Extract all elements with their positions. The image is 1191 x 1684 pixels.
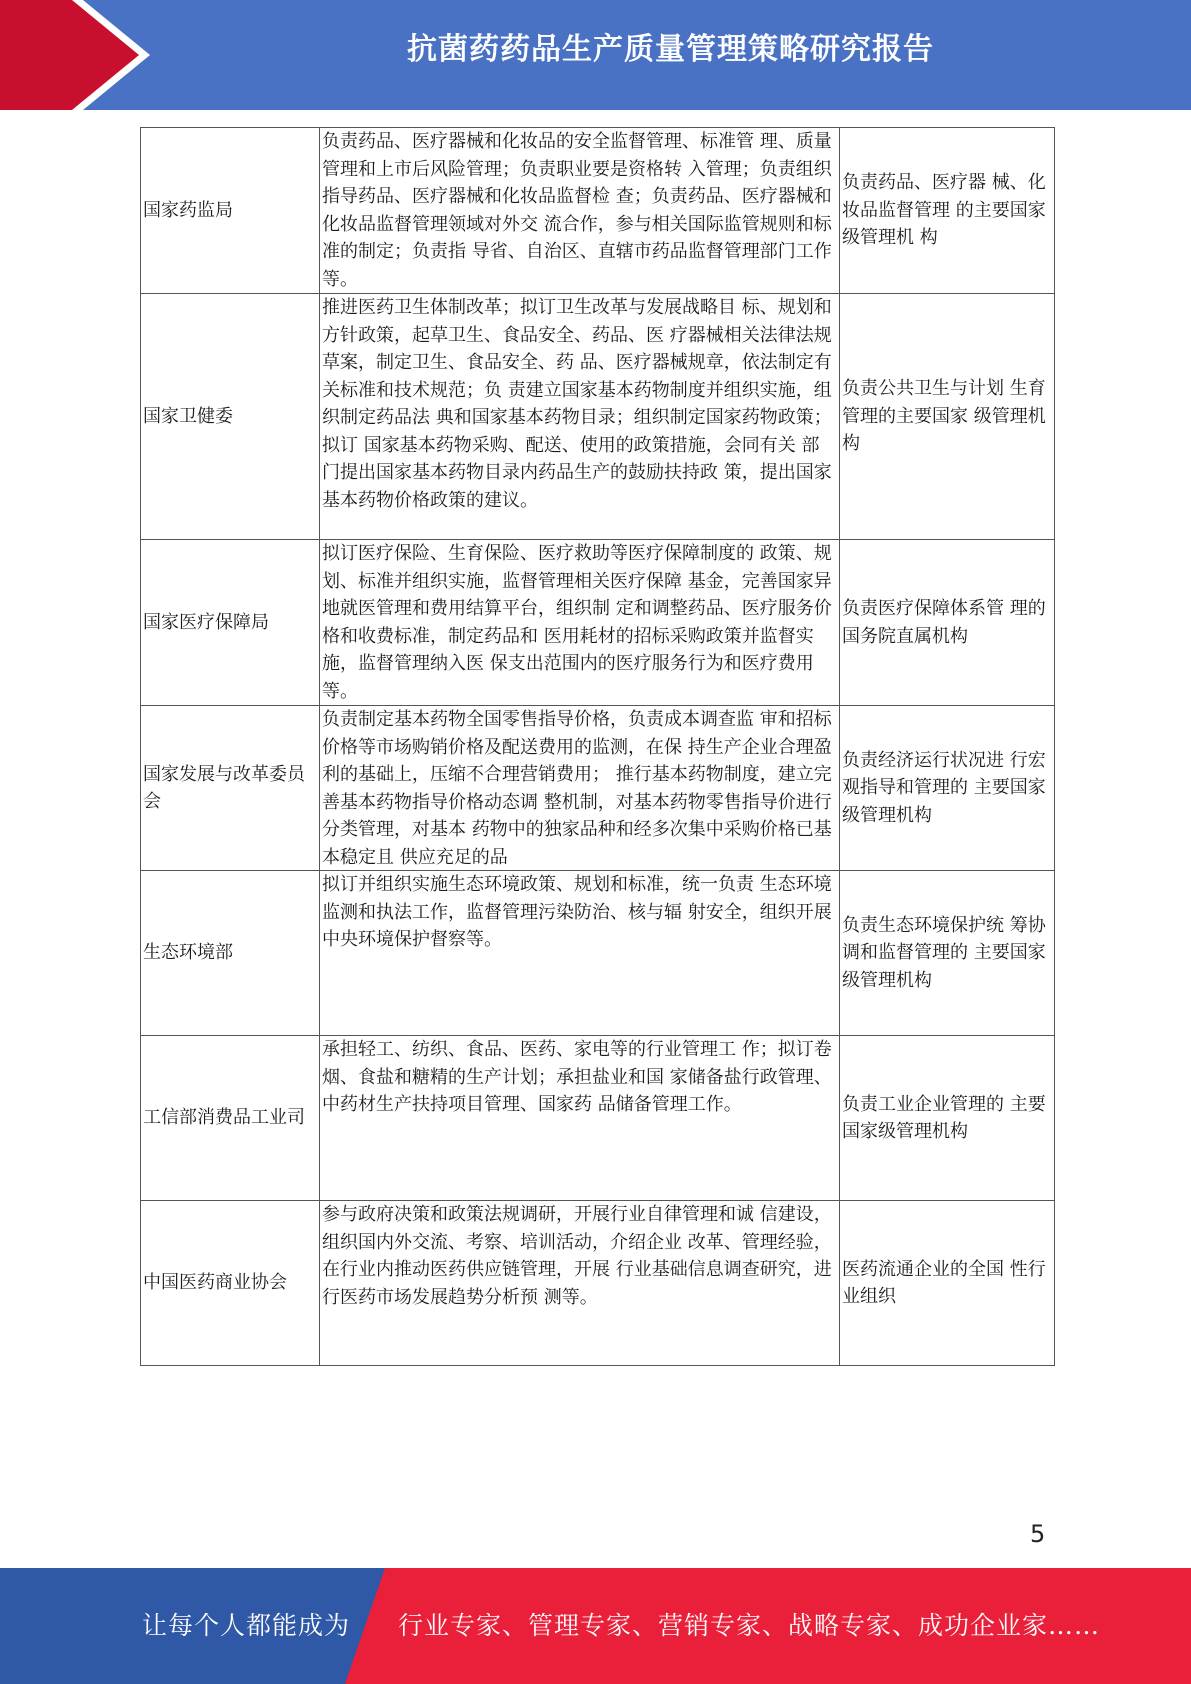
agency-name-cell: 生态环境部 — [141, 871, 320, 1036]
footer-slogan-left: 让每个人都能成为 — [142, 1611, 351, 1640]
table-row — [141, 540, 1055, 706]
duties-text: 负责制定基本药物全国零售指导价格，负责成本调查监 审和招标价格等市场购销价格及配送费用的监测，在保 持生产企业合理盈利的基础上，压缩不合理营销费用； 推行基本药物制度，建立完善基本药物指导价格动态调 整机制，对基本药物零售指导价进行分类管理，对基本 药物中的独家品种和经多次集中采购价格已基本稳定且 供应充足的品 — [322, 709, 832, 868]
duties-text: 拟订医疗保险、生育保险、医疗救助等医疗保障制度的 政策、规划、标准并组织实施，监督管理相关医疗保障 基金，完善国家异地就医管理和费用结算平台，组织制 定和调整药品、医疗服务价格和收费标准，制定药品和 医用耗材的招标采购政策并监督实施，监督管理纳入医 保支出范围内的医疗服务行为和医疗费用等。 — [322, 543, 832, 702]
duties-cell — [320, 1201, 840, 1366]
header-banner — [0, 0, 1191, 110]
role-cell: 负责工业企业管理的 主要国家级管理机构 — [840, 1036, 1055, 1201]
agency-name-cell: 国家卫健委 — [141, 294, 320, 540]
table-row — [141, 1036, 1055, 1201]
role-cell: 负责生态环境保护统 筹协调和监督管理的 主要国家级管理机构 — [840, 871, 1055, 1036]
agency-name-cell: 国家药监局 — [141, 128, 320, 294]
agency-table — [140, 127, 1055, 1366]
role-cell: 医药流通企业的全国 性行业组织 — [840, 1201, 1055, 1366]
agency-name-cell: 工信部消费品工业司 — [141, 1036, 320, 1201]
table-row — [141, 128, 1055, 294]
report-title: 抗菌药药品生产质量管理策略研究报告 — [407, 32, 934, 67]
duties-text: 参与政府决策和政策法规调研，开展行业自律管理和诚 信建设，组织国内外交流、考察、培训活动，介绍企业 改革、管理经验，在行业内推动医药供应链管理，开展 行业基础信息调查研究，进行医药市场发展趋势分析预 测等。 — [322, 1204, 832, 1308]
table-row — [141, 871, 1055, 1036]
role-cell: 负责药品、医疗器 械、化妆品监督管理 的主要国家级管理机 构 — [840, 128, 1055, 294]
footer-slogan-right: 行业专家、管理专家、营销专家、战略专家、成功企业家…… — [398, 1611, 1101, 1640]
role-cell: 负责经济运行状况进 行宏观指导和管理的 主要国家级管理机构 — [840, 706, 1055, 871]
agency-name-cell: 国家发展与改革委员会 — [141, 706, 320, 871]
table-row — [141, 1201, 1055, 1366]
duties-cell — [320, 294, 840, 540]
duties-cell — [320, 128, 840, 294]
duties-text: 承担轻工、纺织、食品、医药、家电等的行业管理工 作；拟订卷烟、食盐和糖精的生产计划；承担盐业和国 家储备盐行政管理、中药材生产扶持项目管理、国家药 品储备管理工作。 — [322, 1039, 832, 1115]
chevron-arrow-icon — [0, 0, 139, 110]
role-cell: 负责医疗保障体系管 理的国务院直属机构 — [840, 540, 1055, 706]
footer-banner — [0, 1568, 1191, 1684]
agency-name-cell: 国家医疗保障局 — [141, 540, 320, 706]
table-row — [141, 294, 1055, 540]
role-cell: 负责公共卫生与计划 生育管理的主要国家 级管理机构 — [840, 294, 1055, 540]
duties-cell — [320, 1036, 840, 1201]
table-row — [141, 706, 1055, 871]
duties-cell — [320, 540, 840, 706]
agency-name-cell: 中国医药商业协会 — [141, 1201, 320, 1366]
duties-text: 拟订并组织实施生态环境政策、规划和标准，统一负责 生态环境监测和执法工作，监督管理污染防治、核与辐 射安全，组织开展中央环境保护督察等。 — [322, 874, 832, 950]
duties-cell — [320, 706, 840, 871]
page-number: 5 — [1030, 1520, 1046, 1548]
duties-text: 负责药品、医疗器械和化妆品的安全监督管理、标准管 理、质量管理和上市后风险管理；负责职业要是资格转 入管理；负责组织指导药品、医疗器械和化妆品监督检 查；负责药品、医疗器械和化妆品监督管理领域对外交 流合作，参与相关国际监管规则和标准的制定；负责指 导省、自治区、直辖市药品监督管理部门工作等。 — [322, 131, 832, 290]
duties-cell — [320, 871, 840, 1036]
duties-text: 推进医药卫生体制改革；拟订卫生改革与发展战略目 标、规划和方针政策，起草卫生、食品安全、药品、医 疗器械相关法律法规草案，制定卫生、食品安全、药 品、医疗器械规章，依法制定有关标准和技术规范；负 责建立国家基本药物制度并组织实施，组织制定药品法 典和国家基本药物目录；组织制定国家药物政策；拟订 国家基本药物采购、配送、使用的政策措施，会同有关 部门提出国家基本药物目录内药品生产的鼓励扶持政 策，提出国家基本药物价格政策的建议。 — [322, 297, 832, 511]
